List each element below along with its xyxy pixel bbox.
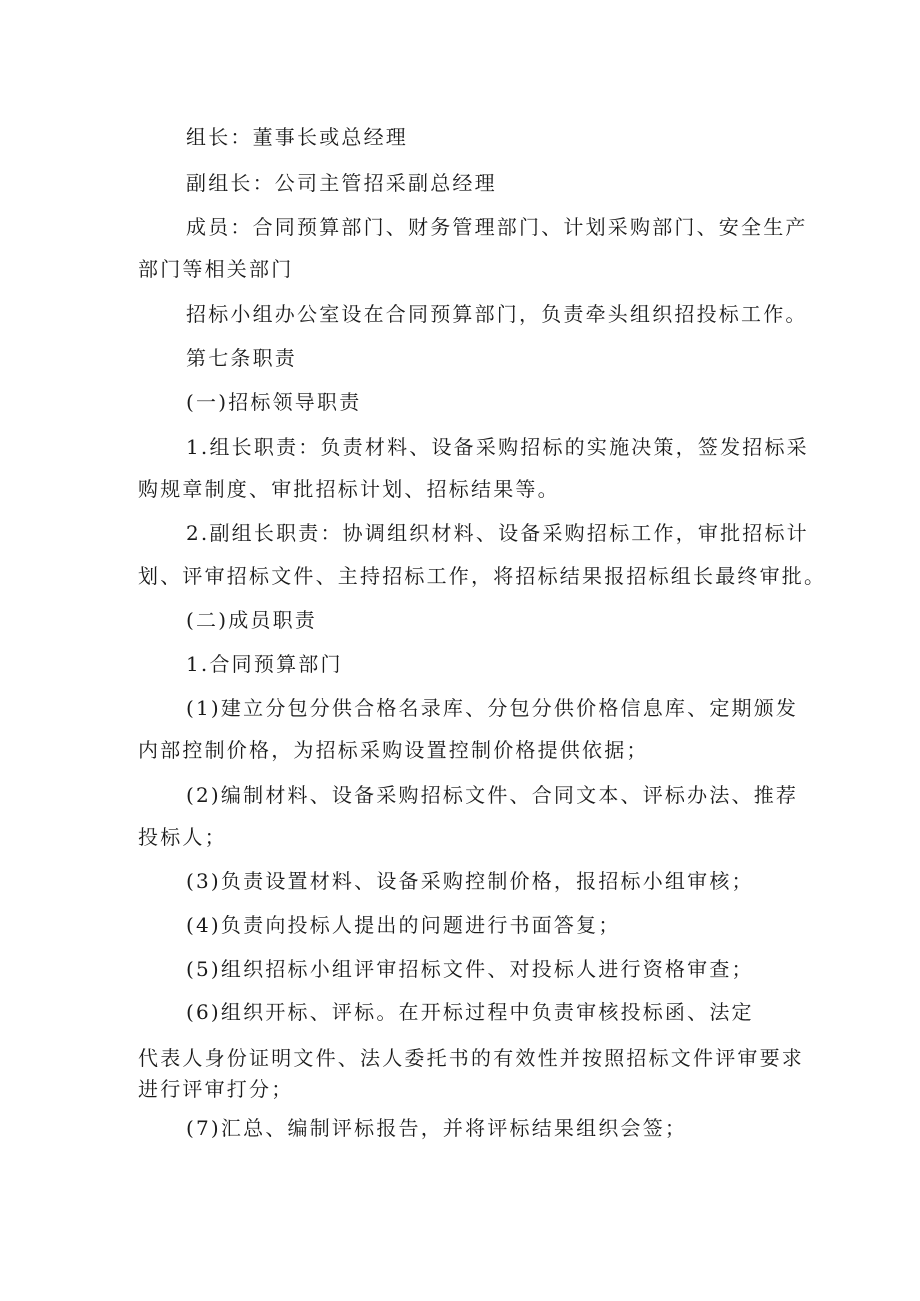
paragraph-office: 招标小组办公室设在合同预算部门，负责牵头组织招投标工作。 bbox=[186, 302, 808, 326]
list-item-4: (4)负责向投标人提出的问题进行书面答复； bbox=[186, 913, 621, 937]
list-item-7: (7)汇总、编制评标报告，并将评标结果组织会签； bbox=[186, 1116, 688, 1140]
paragraph-leader-duty-line-2: 购规章制度、审批招标计划、招标结果等。 bbox=[138, 477, 560, 501]
paragraph-deputy-duty-line-2: 划、评审招标文件、主持招标工作，将招标结果报招标组长最终审批。 bbox=[138, 564, 827, 588]
list-item-2-line-2: 投标人； bbox=[138, 825, 227, 849]
paragraph-members-line-1: 成员：合同预算部门、财务管理部门、计划采购部门、安全生产 bbox=[186, 215, 808, 239]
list-item-2-line-1: (2)编制材料、设备采购招标文件、合同文本、评标办法、推荐 bbox=[186, 783, 799, 807]
paragraph-leader-duty-line-1: 1.组长职责：负责材料、设备采购招标的实施决策，签发招标采 bbox=[186, 435, 809, 459]
list-item-6-line-1: (6)组织开标、评标。在开标过程中负责审核投标函、法定 bbox=[186, 1000, 754, 1024]
list-item-6-line-3: 进行评审打分； bbox=[138, 1077, 294, 1101]
article-heading: 第七条职责 bbox=[186, 346, 297, 370]
subsection-heading-contract-budget: 1.合同预算部门 bbox=[186, 652, 343, 676]
list-item-6-line-2: 代表人身份证明文件、法人委托书的有效性并按照招标文件评审要求 bbox=[138, 1046, 804, 1070]
paragraph-members-line-2: 部门等相关部门 bbox=[138, 257, 294, 281]
paragraph-leader: 组长：董事长或总经理 bbox=[186, 125, 408, 149]
paragraph-deputy-leader: 副组长：公司主管招采副总经理 bbox=[186, 171, 497, 195]
section-heading-leadership: (一)招标领导职责 bbox=[186, 390, 362, 414]
list-item-1-line-2: 内部控制价格，为招标采购设置控制价格提供依据； bbox=[138, 738, 649, 762]
paragraph-deputy-duty-line-1: 2.副组长职责：协调组织材料、设备采购招标工作，审批招标计 bbox=[186, 521, 809, 545]
list-item-5: (5)组织招标小组评审招标文件、对投标人进行资格审查； bbox=[186, 957, 754, 981]
list-item-3: (3)负责设置材料、设备采购控制价格，报招标小组审核； bbox=[186, 869, 754, 893]
list-item-1-line-1: (1)建立分包分供合格名录库、分包分供价格信息库、定期颁发 bbox=[186, 696, 799, 720]
section-heading-members: (二)成员职责 bbox=[186, 608, 318, 632]
